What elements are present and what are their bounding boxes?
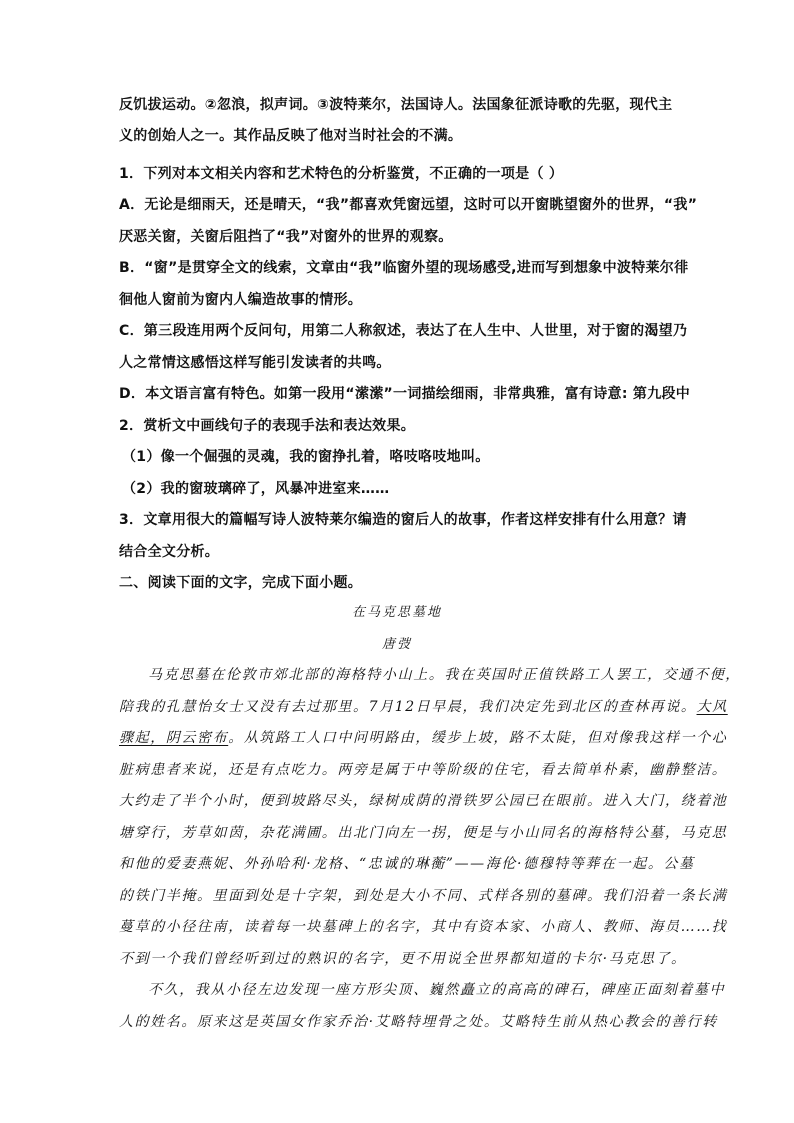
- question-1-stem: 1．下列对本文相关内容和艺术特色的分析鉴赏，不正确的一项是（ ）: [119, 166, 564, 182]
- article-p1-line-6: 塘穿行，芳草如茵，杂花满圃。出北门向左一拐，便是与小山同名的海格特公墓，马克思: [119, 825, 728, 841]
- option-a-line-1: A．无论是细雨天，还是晴天，“我”都喜欢凭窗远望，这时可以开窗眺望窗外的世界，“我”: [119, 197, 698, 213]
- article-p2-line-1: 不久，我从小径左边发现一座方形尖顶、巍然矗立的高高的碑石，碑座正面刻着墓中: [148, 982, 726, 998]
- article-p1-line-10: 不到一个我们曾经听到过的熟识的名字，更不用说全世界都知道的卡尔·马克思了。: [119, 951, 687, 967]
- article-p1-line-1: 马克思墓在伦敦市郊北部的海格特小山上。我在英国时正值铁路工人罢工，交通不便，: [148, 667, 741, 683]
- option-a-line-2: 厌恶关窗，关窗后阻挡了“我”对窗外的世界的观察。: [119, 229, 453, 245]
- article-p1-line-2: [119, 698, 728, 716]
- question-2-sentence-1: （1）像一个倔强的灵魂，我的窗挣扎着，咯吱咯吱地叫。: [122, 449, 490, 465]
- underlined-phrase: 大风: [696, 699, 728, 715]
- article-p1-line-8: 的铁门半掩。里面到处是十字架，到处是大小不同、式样各别的墓碑。我们沿着一条长满: [119, 888, 728, 904]
- text-run: 陪我的孔慧怡女士又没有去过那里。7月12日早晨，我们决定先到北区的查林再说。: [119, 699, 697, 715]
- option-c-line-1: C．第三段连用两个反问句，用第二人称叙述，表达了在人生中、人世里，对于窗的渴望乃: [119, 323, 688, 339]
- option-b-line-2: 徊他人窗前为窗内人编造故事的情形。: [119, 292, 363, 308]
- footnote-line-1: 反饥拔运动。②忽浪，拟声词。③波特莱尔，法国诗人。法国象征派诗歌的先驱，现代主: [119, 97, 673, 113]
- article-p1-line-7: 和他的爱妻燕妮、外孙哈利·龙格、“忠诚的琳蘅”——海伦·德穆特等葬在一起。公墓: [119, 856, 695, 872]
- question-2-stem: 2．赏析文中画线句子的表现手法和表达效果。: [119, 418, 416, 434]
- option-d-line-1: D．本文语言富有特色。如第一段用“潆潆”一词描绘细雨，非常典雅，富有诗意: 第九段中: [119, 386, 691, 402]
- text-run: 。从筑路工人口中问明路由，缓步上坡，路不太陡，但对像我这样一个心: [228, 730, 728, 746]
- option-c-line-2: 人之常情这感悟这样写能引发读者的共鸣。: [119, 355, 391, 371]
- article-p1-line-9: 蔓草的小径往南，读着每一块墓碑上的名字，其中有资本家、小商人、教师、海员……找: [119, 919, 728, 935]
- article-p1-line-3: [119, 729, 728, 747]
- article-title: 在马克思墓地: [351, 605, 442, 620]
- footnote-line-2: 义的创始人之一。其作品反映了他对当时社会的不满。: [119, 128, 463, 144]
- article-author: 唐弢: [381, 637, 412, 652]
- option-b-line-1: B．“窗”是贯穿全文的线索，文章由“我”临窗外望的现场感受,进而写到想象中波特莱尔徘: [119, 260, 689, 276]
- question-2-sentence-2: （2）我的窗玻璃碎了，风暴冲进室来……: [122, 481, 390, 497]
- underlined-phrase: 骤起，阴云密布: [119, 730, 229, 746]
- question-3-line-2: 结合全文分析。: [119, 544, 220, 560]
- article-p2-line-2: 人的姓名。原来这是英国女作家乔治·艾略特埋骨之处。艾略特生前从热心教会的善行转: [119, 1014, 718, 1030]
- article-p1-line-5: 大约走了半个小时，便到坡路尽头，绿树成荫的滑铁罗公园已在眼前。进入大门，绕着池: [119, 793, 728, 809]
- article-p1-line-4: 脏病患者来说，还是有点吃力。两旁是属于中等阶级的住宅，看去简单朴素，幽静整洁。: [119, 762, 728, 778]
- section-2-heading: 二、阅读下面的文字，完成下面小题。: [119, 575, 363, 591]
- question-3-line-1: 3．文章用很大的篇幅写诗人波特莱尔编造的窗后人的故事，作者这样安排有什么用意？请: [119, 512, 687, 528]
